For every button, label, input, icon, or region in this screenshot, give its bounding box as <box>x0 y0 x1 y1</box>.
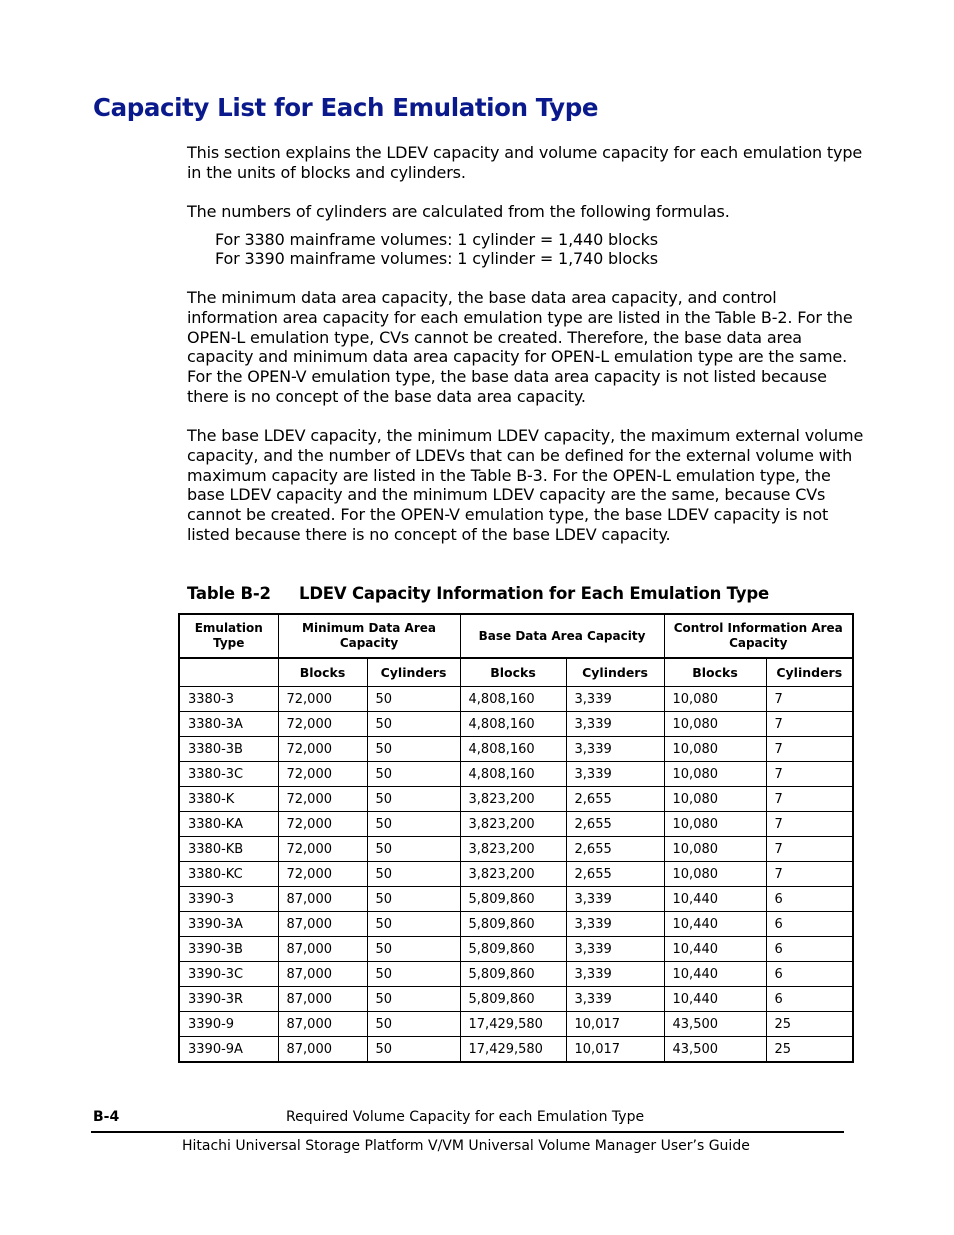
cell-emulation-type: 3380-KA <box>179 812 278 837</box>
cell-min-blocks: 72,000 <box>278 812 367 837</box>
table-row <box>179 912 853 937</box>
cell-base-blocks: 4,808,160 <box>460 737 566 762</box>
table-caption <box>187 584 769 603</box>
table-row <box>179 962 853 987</box>
cell-min-cylinders: 50 <box>367 1037 460 1063</box>
cell-min-cylinders: 50 <box>367 762 460 787</box>
cell-min-cylinders: 50 <box>367 912 460 937</box>
cell-control-blocks: 10,080 <box>664 837 766 862</box>
cell-base-cylinders: 3,339 <box>566 712 664 737</box>
cell-control-blocks: 10,440 <box>664 937 766 962</box>
cell-base-blocks: 4,808,160 <box>460 712 566 737</box>
cell-control-cylinders: 7 <box>766 812 853 837</box>
cell-control-cylinders: 6 <box>766 962 853 987</box>
ldev-capacity-table <box>178 613 854 1063</box>
cell-control-cylinders: 6 <box>766 987 853 1012</box>
cell-base-cylinders: 3,339 <box>566 987 664 1012</box>
cell-control-cylinders: 25 <box>766 1012 853 1037</box>
cell-control-cylinders: 6 <box>766 937 853 962</box>
cell-min-cylinders: 50 <box>367 737 460 762</box>
page-number: B-4 <box>93 1109 120 1125</box>
cell-base-cylinders: 3,339 <box>566 687 664 712</box>
cell-control-cylinders: 7 <box>766 837 853 862</box>
cell-base-blocks: 17,429,580 <box>460 1037 566 1063</box>
cell-control-blocks: 10,080 <box>664 737 766 762</box>
cell-min-cylinders: 50 <box>367 712 460 737</box>
cell-control-cylinders: 6 <box>766 912 853 937</box>
cell-base-blocks: 17,429,580 <box>460 1012 566 1037</box>
cell-emulation-type: 3380-KC <box>179 862 278 887</box>
cell-control-cylinders: 7 <box>766 687 853 712</box>
cell-base-blocks: 5,809,860 <box>460 937 566 962</box>
cell-emulation-type: 3380-3B <box>179 737 278 762</box>
data-area-paragraph: The minimum data area capacity, the base data area capacity, and control information area capacity for each emulation type are listed in the Table B-2. For the OPEN-L emulation type, CVs cannot be created. Therefore, the base data area capacity and minimum data area capacity for OPEN-L emulation type are the same. For the OPEN-V emulation type, the base data area capacity is not listed because there is no concept of the base data area capacity. <box>187 288 853 406</box>
cell-base-cylinders: 2,655 <box>566 812 664 837</box>
table-row <box>179 887 853 912</box>
cell-emulation-type: 3390-3C <box>179 962 278 987</box>
cell-min-blocks: 87,000 <box>278 887 367 912</box>
table-row <box>179 1012 853 1037</box>
cell-min-cylinders: 50 <box>367 687 460 712</box>
cell-base-cylinders: 10,017 <box>566 1012 664 1037</box>
cell-control-blocks: 10,080 <box>664 812 766 837</box>
header-base-cylinders: Cylinders <box>566 658 664 687</box>
cell-base-cylinders: 3,339 <box>566 912 664 937</box>
cell-control-cylinders: 25 <box>766 1037 853 1063</box>
cell-control-cylinders: 7 <box>766 862 853 887</box>
table-row <box>179 837 853 862</box>
footer-guide-title: Hitachi Universal Storage Platform V/VM Universal Volume Manager User’s Guide <box>182 1138 750 1154</box>
header-control-blocks: Blocks <box>664 658 766 687</box>
cell-base-blocks: 3,823,200 <box>460 837 566 862</box>
cell-base-blocks: 3,823,200 <box>460 787 566 812</box>
cell-min-blocks: 72,000 <box>278 837 367 862</box>
cell-emulation-type: 3390-3A <box>179 912 278 937</box>
cell-min-blocks: 72,000 <box>278 862 367 887</box>
formula-3390: For 3390 mainframe volumes: 1 cylinder = 1,740 blocks <box>215 249 658 268</box>
cell-min-cylinders: 50 <box>367 1012 460 1037</box>
table-group-header-row <box>179 614 853 658</box>
cell-min-blocks: 72,000 <box>278 737 367 762</box>
cell-control-blocks: 43,500 <box>664 1012 766 1037</box>
cell-min-blocks: 72,000 <box>278 687 367 712</box>
cell-min-cylinders: 50 <box>367 812 460 837</box>
cell-base-cylinders: 10,017 <box>566 1037 664 1063</box>
cell-control-blocks: 10,440 <box>664 887 766 912</box>
cell-control-blocks: 10,080 <box>664 712 766 737</box>
cell-base-blocks: 5,809,860 <box>460 962 566 987</box>
cell-emulation-type: 3380-KB <box>179 837 278 862</box>
cell-base-cylinders: 3,339 <box>566 937 664 962</box>
cell-min-blocks: 87,000 <box>278 937 367 962</box>
header-min-cylinders: Cylinders <box>367 658 460 687</box>
table-row <box>179 862 853 887</box>
table-body <box>179 687 853 1063</box>
cell-base-blocks: 5,809,860 <box>460 987 566 1012</box>
cell-base-blocks: 4,808,160 <box>460 687 566 712</box>
table-caption-number: Table B-2 <box>187 584 271 603</box>
cell-base-cylinders: 3,339 <box>566 887 664 912</box>
cell-min-cylinders: 50 <box>367 837 460 862</box>
cell-min-blocks: 87,000 <box>278 1012 367 1037</box>
cell-min-blocks: 72,000 <box>278 712 367 737</box>
page-heading: Capacity List for Each Emulation Type <box>93 93 599 122</box>
header-min-blocks: Blocks <box>278 658 367 687</box>
header-blank-cell <box>179 658 278 687</box>
cell-base-blocks: 3,823,200 <box>460 862 566 887</box>
cell-min-blocks: 72,000 <box>278 787 367 812</box>
cell-control-blocks: 10,440 <box>664 987 766 1012</box>
cell-control-blocks: 10,080 <box>664 687 766 712</box>
cell-base-cylinders: 3,339 <box>566 962 664 987</box>
table-row <box>179 987 853 1012</box>
cell-base-cylinders: 3,339 <box>566 737 664 762</box>
cell-min-cylinders: 50 <box>367 937 460 962</box>
cell-control-blocks: 10,080 <box>664 762 766 787</box>
cell-emulation-type: 3380-3 <box>179 687 278 712</box>
cell-control-cylinders: 7 <box>766 762 853 787</box>
cell-base-blocks: 3,823,200 <box>460 812 566 837</box>
cell-control-cylinders: 6 <box>766 887 853 912</box>
table-row <box>179 687 853 712</box>
cell-base-cylinders: 2,655 <box>566 837 664 862</box>
header-control-cylinders: Cylinders <box>766 658 853 687</box>
table-sub-header-row <box>179 658 853 687</box>
cell-emulation-type: 3380-K <box>179 787 278 812</box>
cell-emulation-type: 3390-3B <box>179 937 278 962</box>
cell-control-blocks: 10,440 <box>664 962 766 987</box>
cell-base-cylinders: 3,339 <box>566 762 664 787</box>
header-control-information-area: Control Information Area Capacity <box>664 614 853 658</box>
cell-min-blocks: 87,000 <box>278 962 367 987</box>
cell-control-blocks: 10,080 <box>664 787 766 812</box>
table-row <box>179 762 853 787</box>
cell-control-cylinders: 7 <box>766 712 853 737</box>
cell-min-cylinders: 50 <box>367 862 460 887</box>
cell-control-cylinders: 7 <box>766 737 853 762</box>
header-base-blocks: Blocks <box>460 658 566 687</box>
table-row <box>179 812 853 837</box>
footer-divider <box>91 1131 844 1133</box>
cell-emulation-type: 3380-3A <box>179 712 278 737</box>
table-row <box>179 712 853 737</box>
cell-control-cylinders: 7 <box>766 787 853 812</box>
intro-paragraph: This section explains the LDEV capacity and volume capacity for each emulation type in the units of blocks and cylinders. <box>187 143 863 182</box>
cell-min-blocks: 87,000 <box>278 1037 367 1063</box>
header-minimum-data-area: Minimum Data Area Capacity <box>278 614 460 658</box>
cell-min-cylinders: 50 <box>367 887 460 912</box>
footer-section-title: Required Volume Capacity for each Emulation Type <box>286 1109 645 1125</box>
cell-control-blocks: 43,500 <box>664 1037 766 1063</box>
cell-emulation-type: 3380-3C <box>179 762 278 787</box>
cell-base-cylinders: 2,655 <box>566 787 664 812</box>
cell-emulation-type: 3390-3 <box>179 887 278 912</box>
cell-control-blocks: 10,440 <box>664 912 766 937</box>
cell-min-blocks: 87,000 <box>278 987 367 1012</box>
cell-min-blocks: 72,000 <box>278 762 367 787</box>
cell-min-cylinders: 50 <box>367 787 460 812</box>
cell-emulation-type: 3390-3R <box>179 987 278 1012</box>
cell-control-blocks: 10,080 <box>664 862 766 887</box>
table-row <box>179 787 853 812</box>
table-row <box>179 1037 853 1063</box>
cell-base-blocks: 5,809,860 <box>460 912 566 937</box>
cell-min-cylinders: 50 <box>367 962 460 987</box>
table-row <box>179 937 853 962</box>
cell-min-blocks: 87,000 <box>278 912 367 937</box>
cell-base-blocks: 5,809,860 <box>460 887 566 912</box>
table-caption-title: LDEV Capacity Information for Each Emulation Type <box>299 584 769 603</box>
formula-intro-paragraph: The numbers of cylinders are calculated from the following formulas. <box>187 202 730 221</box>
cell-base-blocks: 4,808,160 <box>460 762 566 787</box>
header-base-data-area: Base Data Area Capacity <box>460 614 664 658</box>
ldev-capacity-paragraph: The base LDEV capacity, the minimum LDEV capacity, the maximum external volume capacity, and the number of LDEVs that can be defined for the external volume with maximum capacity are listed in the Table B-3. For the OPEN-L emulation type, the base LDEV capacity and the minimum LDEV capacity are the same, because CVs cannot be created. For the OPEN-V emulation type, the base LDEV capacity is not listed because there is no concept of the base LDEV capacity. <box>187 426 864 544</box>
cell-emulation-type: 3390-9 <box>179 1012 278 1037</box>
cell-min-cylinders: 50 <box>367 987 460 1012</box>
cell-base-cylinders: 2,655 <box>566 862 664 887</box>
cell-emulation-type: 3390-9A <box>179 1037 278 1063</box>
formula-3380: For 3380 mainframe volumes: 1 cylinder = 1,440 blocks <box>215 230 658 249</box>
header-emulation-type: Emulation Type <box>179 614 278 658</box>
table-row <box>179 737 853 762</box>
